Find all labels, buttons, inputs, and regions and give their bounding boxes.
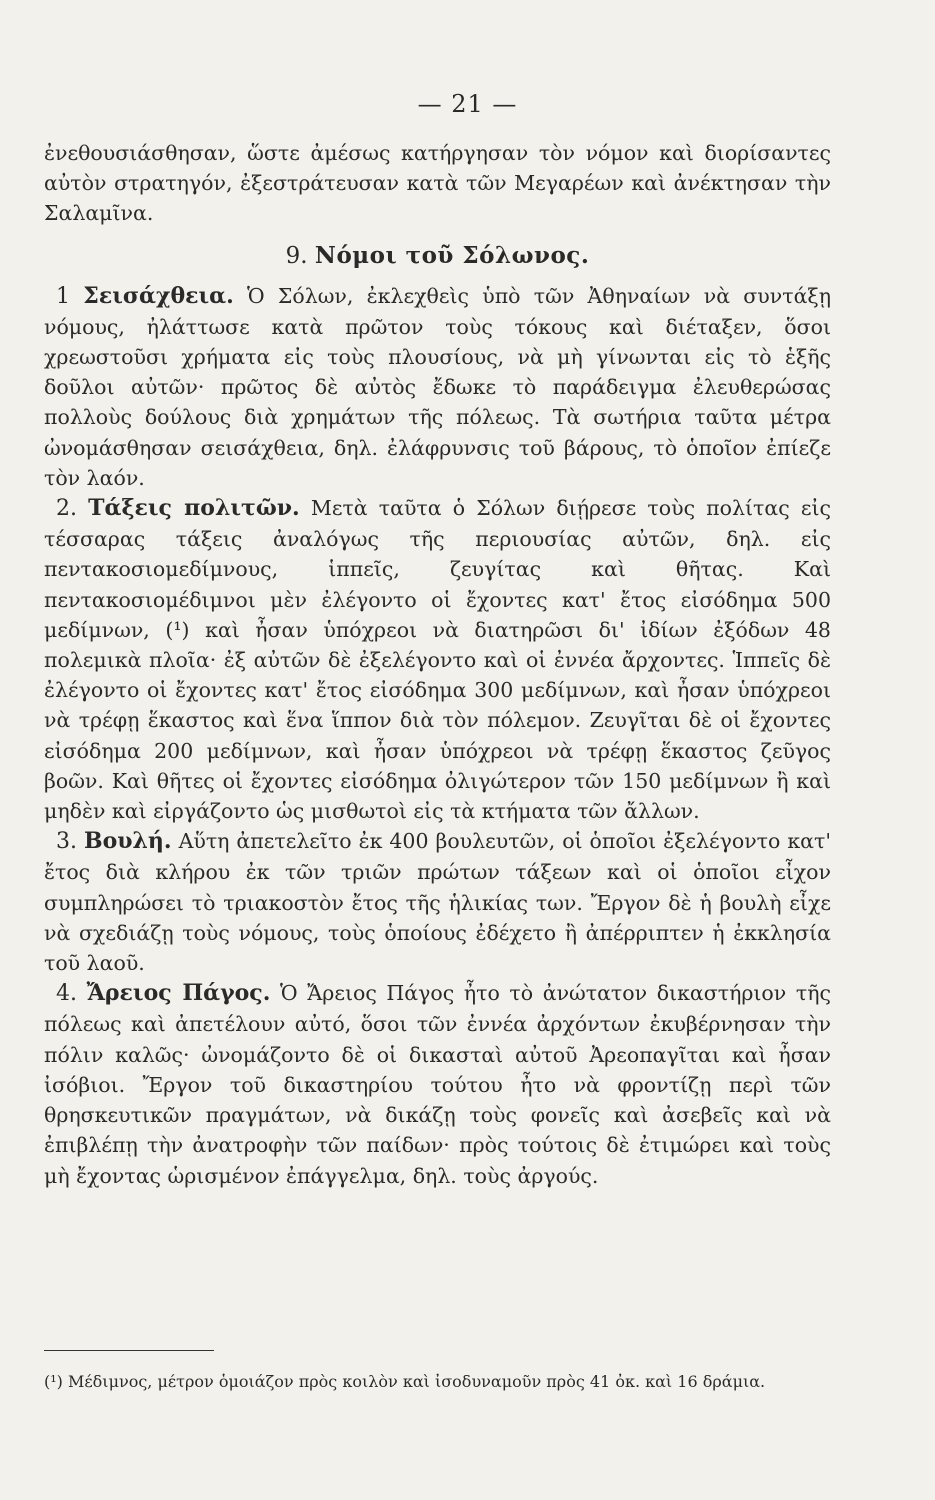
item-text: Ὁ Σόλων, ἐκλεχθεὶς ὑπὸ τῶν Ἀθηναίων νὰ συντάξῃ νόμους, ἠλάττωσε κατὰ πρῶτον τοὺς τόκους καὶ διέταξεν, ὅσοι χρεωστοῦσι χρήματα εἰς τοὺς πλουσίους, νὰ μὴ γίνωνται εἰς τὸ ἑξῆς δοῦλοι αὐτῶν· πρῶτος δὲ αὐτὸς ἔδωκε τὸ παράδειγμα ἐλευθερώσας πολλοὺς δούλους διὰ χρημάτων τῆς πόλεως. Τὰ σωτήρια ταῦτα μέτρα ὠνομάσθησαν σεισάχθεια, δηλ. ἐλάφρυνσις τοῦ βάρους, τὸ ὁποῖον ἐπίεζε τὸν λαόν. bbox=[44, 283, 831, 490]
footnote-reference: (¹) bbox=[165, 617, 190, 642]
item-seisachtheia bbox=[44, 281, 831, 493]
page-number: — 21 — bbox=[417, 90, 518, 118]
item-text: Μετὰ ταῦτα ὁ Σόλων διῄρεσε τοὺς πολίτας εἰς τέσσαρας τάξεις ἀναλόγως τῆς περιουσίας αὐτῶν, δηλ. εἰς πεντακοσιομεδίμνους, ἱππεῖς, ζευγίτας καὶ θῆτας. Καὶ πεντακοσιομέδιμνοι μὲν ἐλέγοντο οἱ ἔχοντες κατ' ἔτος εἰσόδημα 500 μεδίμνων, bbox=[44, 496, 831, 642]
item-heading: Βουλή. bbox=[83, 828, 172, 855]
item-text: Ὁ Ἄρειος Πάγος ἦτο τὸ ἀνώτατον δικαστήριον τῆς πόλεως καὶ ἀπετέλουν αὐτό, ὅσοι τῶν ἐννέα ἀρχόντων ἐκυβέρνησαν τὴν πόλιν καλῶς· ὠνομάζοντο δὲ οἱ δικασταὶ αὐτοῦ Ἀρεοπαγῖται καὶ ἦσαν ἰσόβιοι. Ἔργον τοῦ δικαστηρίου τούτου ἦτο νὰ φροντίζῃ περὶ τῶν θρησκευτικῶν πραγμάτων, νὰ δικάζῃ τοὺς φονεῖς καὶ ἀσεβεῖς καὶ νὰ ἐπιβλέπῃ τὴν ἀνατροφὴν τῶν παίδων· πρὸς τούτοις δὲ ἐτιμώρει καὶ τοὺς μὴ ἔχοντας ὡρισμένον ἐπάγγελμα, δηλ. τοὺς ἀργούς. bbox=[44, 981, 831, 1188]
intro-paragraph: ἐνεθουσιάσθησαν, ὥστε ἀμέσως κατήργησαν τὸν νόμον καὶ διορίσαντες αὐτὸν στρατηγόν, ἐξεστράτευσαν κατὰ τῶν Μεγαρέων καὶ ἀνέκτησαν τὴν Σαλαμῖνα. bbox=[44, 141, 831, 226]
item-heading: Ἄρειος Πάγος. bbox=[86, 980, 271, 1007]
item-text: Αὕτη ἀπετελεῖτο ἐκ 400 βουλευτῶν, οἱ ὁποῖοι ἐξελέγοντο κατ' ἔτος διὰ κλήρου ἐκ τῶν τριῶν πρώτων τάξεων καὶ οἱ ὁποῖοι εἶχον συμπληρώσει τὸ τριακοστὸν ἔτος τῆς ἡλικίας των. Ἔργον δὲ ἡ βουλὴ εἶχε νὰ σχεδιάζῃ τοὺς νόμους, τοὺς ὁποίους ἐδέχετο ἢ ἀπέρριπτεν ἡ ἐκκλησία τοῦ λαοῦ. bbox=[44, 829, 831, 976]
item-areios-pagos bbox=[44, 978, 831, 1190]
main-text bbox=[44, 138, 831, 1191]
item-text-continued: καὶ ἦσαν ὑπόχρεοι νὰ διατηρῶσι δι' ἰδίων ἐξόδων 48 πολεμικὰ πλοῖα· ἐξ αὐτῶν δὲ ἐξελέγοντο καὶ οἱ ἐννέα ἄρχοντες. Ἱππεῖς δὲ ἐλέγοντο οἱ ἔχοντες κατ' ἔτος εἰσόδημα 300 μεδίμνων, καὶ ἦσαν ὑπόχρεοι νὰ τρέφῃ ἕκαστος καὶ ἕνα ἵππον διὰ τὸν πόλεμον. Ζευγῖται δὲ οἱ ἔχοντες εἰσόδημα 200 μεδίμνων, καὶ ἦσαν ὑπόχρεοι νὰ τρέφῃ ἕκαστος ζεῦγος βοῶν. Καὶ θῆτες οἱ ἔχοντες εἰσόδημα ὀλιγώτερον τῶν 150 μεδίμνων ἢ καὶ μηδὲν καὶ εἰργάζοντο ὡς μισθωτοὶ εἰς τὰ κτήματα τῶν ἄλλων. bbox=[44, 617, 831, 824]
item-voule bbox=[44, 826, 831, 978]
item-number: 3. bbox=[56, 829, 77, 855]
footnote-text: Μέδιμνος, μέτρον ὁμοιάζον πρὸς κοιλὸν καὶ ἰσοδυναμοῦν πρὸς 41 ὀκ. καὶ 16 δράμια. bbox=[68, 1372, 766, 1391]
item-number: 4. bbox=[56, 981, 77, 1007]
footnote bbox=[44, 1370, 831, 1393]
footnote-divider bbox=[44, 1350, 214, 1351]
item-number: 2. bbox=[56, 496, 77, 522]
section-title bbox=[44, 239, 831, 273]
section-number: 9. bbox=[285, 242, 308, 269]
item-heading: Σεισάχθεια. bbox=[83, 282, 234, 309]
footnote-marker: (¹) bbox=[44, 1372, 63, 1391]
item-taxeis-politon bbox=[44, 493, 831, 826]
item-number: 1 bbox=[56, 283, 70, 309]
section-heading: Νόμοι τοῦ Σόλωνος. bbox=[314, 241, 590, 269]
item-heading: Τάξεις πολιτῶν. bbox=[88, 495, 300, 522]
